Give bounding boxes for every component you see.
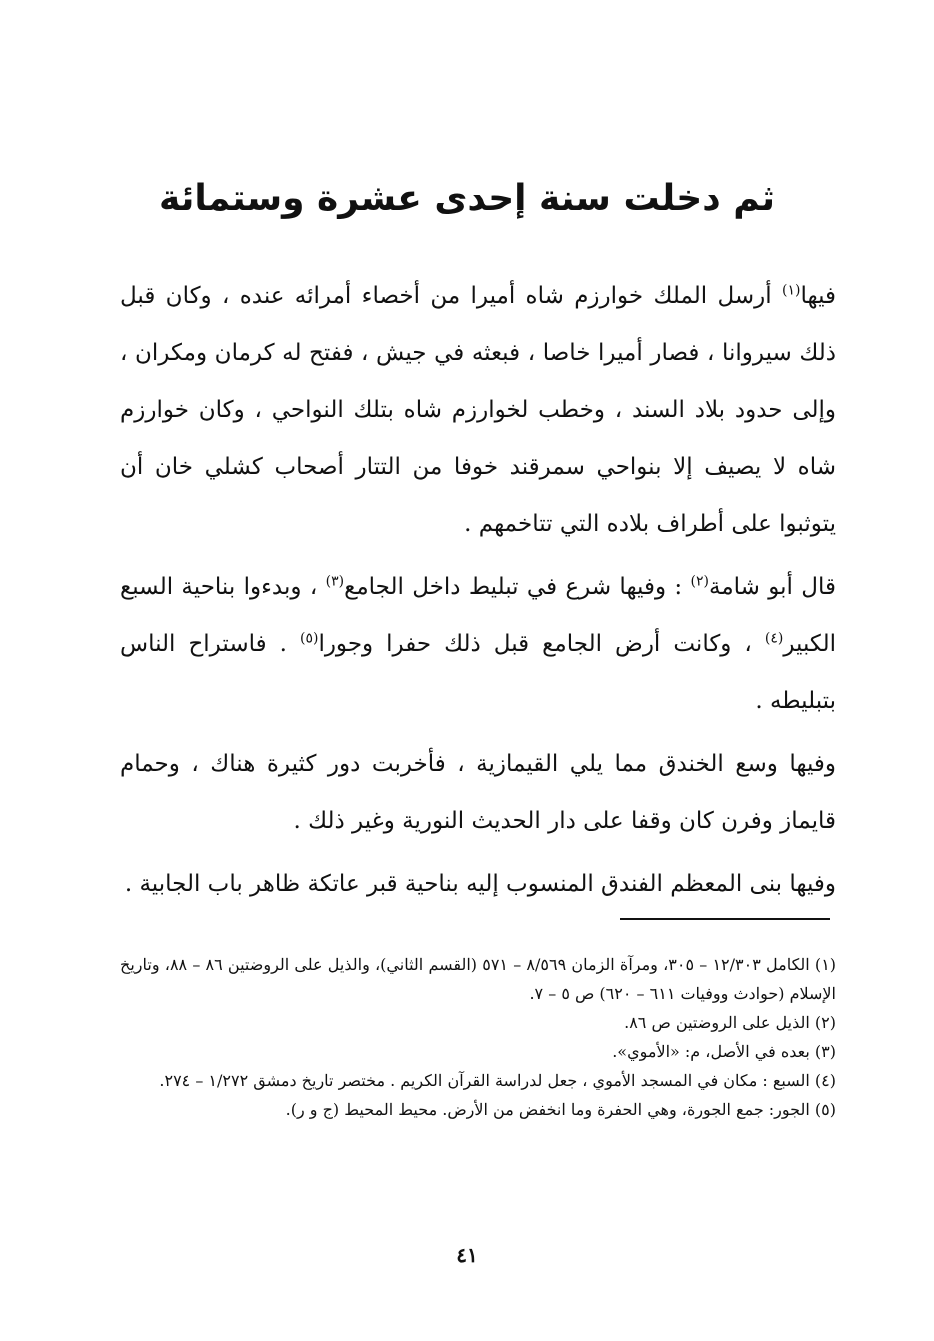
- main-text: [120, 268, 836, 913]
- footnote-2: (٢) الذيل على الروضتين ص ٨٦.: [624, 1013, 836, 1032]
- footnote-ref-1: (١): [781, 282, 801, 299]
- paragraph-2-text-e: . فاستراح الناس بتبليطه .: [120, 631, 836, 714]
- paragraph-1-text-a: فيها: [800, 283, 836, 309]
- footnote-1: (١) الكامل ١٢/٣٠٣ – ٣٠٥، ومرآة الزمان ٨/٥٦٩ – ٥٧١ (القسم الثاني)، والذيل على الروضتين ٨٦ – ٨٨، وتاريخ الإسلام (حوادث ووفيات ٦١١ – ٦٢٠) ص ٥ – ٧.: [120, 955, 837, 1003]
- paragraph-2-text-a: قال أبو شامة: [708, 574, 836, 600]
- footnote-ref-4: (٤): [764, 630, 784, 647]
- chapter-title: ثم دخلت سنة إحدى عشرة وستمائة: [159, 178, 775, 220]
- paragraph-4: وفيها بنى المعظم الفندق المنسوب إليه بناحية قبر عاتكة ظاهر باب الجابية .: [124, 871, 836, 897]
- footnote-4: (٤) السبع : مكان في المسجد الأموي ، جعل لدراسة القرآن الكريم . مختصر تاريخ دمشق ١/٢٧٢ – ٢٧٤.: [159, 1071, 836, 1090]
- paragraph-1-text-b: أرسل الملك خوارزم شاه أميرا من أخصاء أمرائه عنده ، وكان قبل ذلك سيروانا ، فصار أميرا خاصا ، فبعثه في جيش ، ففتح له كرمان ومكران ، وإلى حدود بلاد السند ، وخطب لخوارزم شاه بتلك النواحي ، وكان خوارزم شاه لا يصيف إلا بنواحي سمرقند خوفا من التتار أصحاب كشلي خان أن يتوثبوا على أطراف بلاده التي تتاخمهم .: [120, 283, 836, 537]
- footnote-5: (٥) الجور: جمع الجورة، وهي الحفرة وما انخفض من الأرض. محيط المحيط (ج و ر).: [285, 1100, 836, 1119]
- footnote-ref-5: (٥): [299, 630, 319, 647]
- footnote-3: (٣) بعده في الأصل، م: «الأموي».: [612, 1042, 836, 1061]
- footnote-separator: [620, 918, 830, 920]
- paragraph-3: وفيها وسع الخندق مما يلي القيمازية ، فأخربت دور كثيرة هناك ، وحمام قايماز وفرن كان وقفا على دار الحديث النورية وغير ذلك .: [120, 751, 836, 834]
- footnote-ref-3: (٣): [325, 573, 345, 590]
- footnotes: [120, 950, 836, 1124]
- page-number: ٤١: [456, 1243, 478, 1267]
- paragraph-1: [120, 268, 836, 553]
- paragraph-2-text-b: : وفيها شرع في تبليط داخل الجامع: [344, 574, 691, 600]
- paragraph-2-text-c: ، وبدءوا بناحية السبع الكبير: [120, 574, 837, 657]
- paragraph-2: [120, 559, 836, 730]
- footnote-ref-2: (٢): [690, 573, 709, 590]
- paragraph-2-text-d: ، وكانت أرض الجامع قبل ذلك حفرا وجورا: [318, 631, 765, 657]
